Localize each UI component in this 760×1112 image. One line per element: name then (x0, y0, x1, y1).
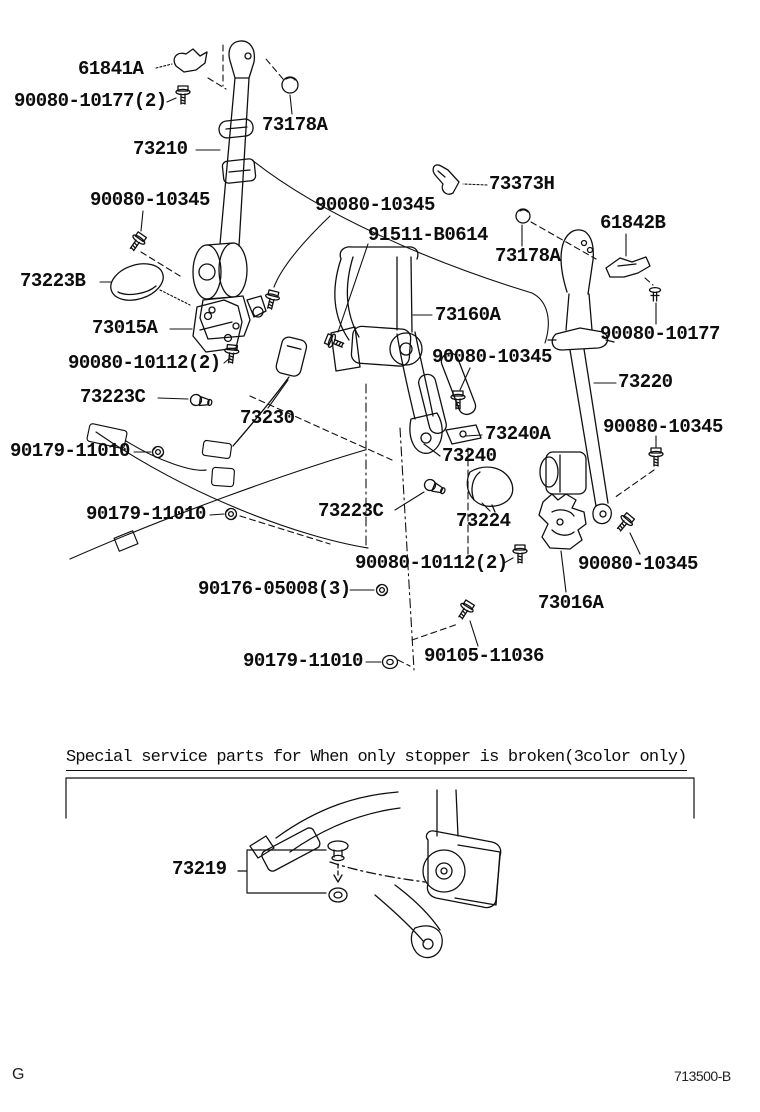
part-label-73160A: 73160A (435, 304, 501, 326)
part-label-90080-10345-left: 90080-10345 (90, 189, 210, 211)
part-label-73240A: 73240A (485, 423, 551, 445)
part-label-73210: 73210 (133, 138, 188, 160)
part-label-90176-05008-3: 90176-05008(3) (198, 578, 351, 600)
part-label-73219: 73219 (172, 858, 227, 880)
cover-73224 (467, 467, 512, 512)
rivet-icon (650, 288, 661, 301)
plug-icon (423, 478, 447, 496)
part-label-90080-10112-2-top: 90080-10112(2) (68, 352, 221, 374)
part-label-90080-10177-right: 90080-10177 (600, 323, 720, 345)
stopper-part (328, 841, 348, 861)
nut-icon (153, 447, 164, 458)
grommet-icon (383, 656, 398, 669)
part-label-90179-11010-3: 90179-11010 (243, 650, 363, 672)
special-section-title: Special service parts for When only stopper is broken(3color only) (66, 748, 687, 771)
part-label-90080-10112-2-bottom: 90080-10112(2) (355, 552, 508, 574)
part-label-90080-10345-mid: 90080-10345 (432, 346, 552, 368)
bolt-icon (126, 231, 148, 254)
part-label-73178A-right: 73178A (495, 245, 561, 267)
special-section-drawing (238, 790, 501, 958)
bolt-icon (614, 511, 636, 534)
part-label-61841A: 61841A (78, 58, 144, 80)
part-label-90080-10177-2: 90080-10177(2) (14, 90, 167, 112)
clip-73373H (433, 165, 459, 194)
plug-icon (190, 394, 213, 408)
part-label-73220: 73220 (618, 371, 673, 393)
stopper-button-73178A-right (516, 209, 530, 223)
bracket-61841A (174, 49, 207, 72)
part-label-73373H: 73373H (489, 173, 555, 195)
center-belt-73160A (331, 247, 422, 371)
part-label-91511-B0614: 91511-B0614 (368, 224, 488, 246)
part-label-73224: 73224 (456, 510, 511, 532)
part-label-73223C-left: 73223C (80, 386, 146, 408)
bolt-icon (263, 289, 281, 310)
left-belt-assembly-73210 (193, 41, 266, 339)
page-code: G (12, 1066, 25, 1083)
wire-harness (70, 423, 368, 559)
part-label-90080-10345-bottom-right: 90080-10345 (578, 553, 698, 575)
part-label-73230: 73230 (240, 407, 295, 429)
bracket-73016A (539, 494, 586, 549)
bolt-icon (176, 86, 190, 104)
part-label-73015A: 73015A (92, 317, 158, 339)
figure-code: 713500-B (674, 1068, 731, 1084)
belt-guides-73240 (417, 351, 481, 444)
part-label-90080-10345-mid-top: 90080-10345 (315, 194, 435, 216)
part-label-61842B: 61842B (600, 212, 666, 234)
lap-strap-anchor (397, 332, 442, 453)
part-label-90179-11010-1: 90179-11010 (10, 440, 130, 462)
part-label-90105-11036: 90105-11036 (424, 645, 544, 667)
grommet-part (329, 888, 347, 902)
part-label-90080-10345-right: 90080-10345 (603, 416, 723, 438)
part-label-90179-11010-2: 90179-11010 (86, 503, 206, 525)
bolt-icon (455, 599, 476, 622)
buckle-73230 (233, 336, 308, 446)
part-label-73223C-mid: 73223C (318, 500, 384, 522)
part-label-73016A: 73016A (538, 592, 604, 614)
bracket-61842B (606, 257, 650, 277)
right-belt-assembly-73220 (540, 230, 614, 524)
construction-dash-lines (141, 45, 654, 670)
part-label-73240: 73240 (442, 445, 497, 467)
part-label-73223B: 73223B (20, 270, 86, 292)
bolt-icon (649, 448, 663, 466)
bolt-icon (513, 545, 527, 563)
bracket-73015A (193, 300, 242, 352)
nut-icon (226, 509, 237, 520)
part-label-73178A-left: 73178A (262, 114, 328, 136)
bolt-icon (324, 332, 346, 352)
head-cover-73223B (106, 257, 168, 306)
nut-icon (377, 585, 388, 596)
stopper-button-73178A-left (282, 77, 298, 93)
